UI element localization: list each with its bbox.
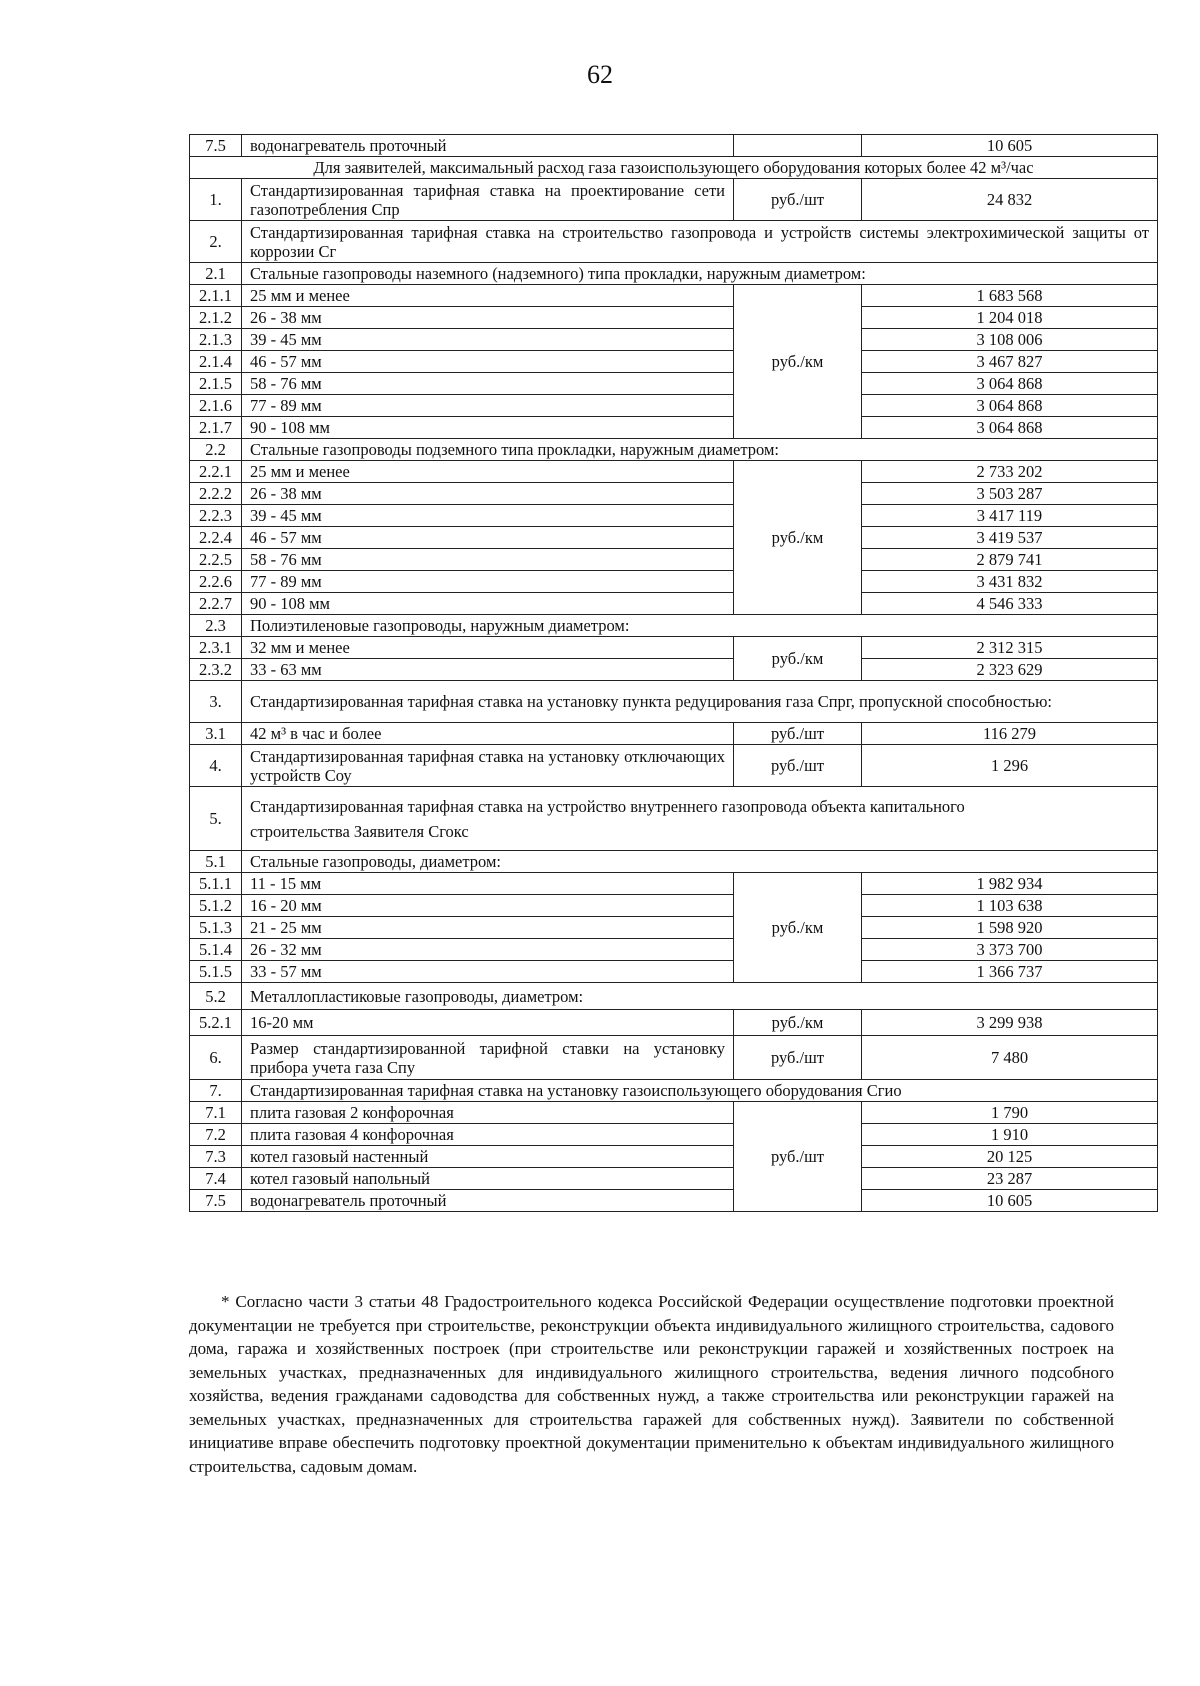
row-number: 2.2.4 bbox=[190, 527, 242, 549]
table-row bbox=[190, 939, 1158, 961]
row-description: котел газовый настенный bbox=[242, 1146, 734, 1168]
table-row bbox=[190, 1124, 1158, 1146]
row-description: 39 - 45 мм bbox=[242, 505, 734, 527]
row-description: Полиэтиленовые газопроводы, наружным диаметром: bbox=[242, 615, 1158, 637]
row-description: 77 - 89 мм bbox=[242, 571, 734, 593]
row-description: Металлопластиковые газопроводы, диаметром: bbox=[242, 983, 1158, 1010]
table-row bbox=[190, 1080, 1158, 1102]
row-description: 90 - 108 мм bbox=[242, 593, 734, 615]
table-row bbox=[190, 439, 1158, 461]
row-description: 16-20 мм bbox=[242, 1010, 734, 1036]
row-description-line: строительства Заявителя Cгокс bbox=[250, 821, 469, 841]
row-description: 39 - 45 мм bbox=[242, 329, 734, 351]
table-row bbox=[190, 1010, 1158, 1036]
table-row bbox=[190, 329, 1158, 351]
table-row bbox=[190, 851, 1158, 873]
row-unit: руб./шт bbox=[734, 745, 862, 787]
row-description: 21 - 25 мм bbox=[242, 917, 734, 939]
page-number: 62 bbox=[587, 60, 613, 89]
row-price: 3 064 868 bbox=[862, 395, 1158, 417]
row-description: Стандартизированная тарифная ставка на проектирование сети газопотребления Cпр bbox=[242, 179, 734, 221]
row-price: 1 683 568 bbox=[862, 285, 1158, 307]
row-price: 3 064 868 bbox=[862, 417, 1158, 439]
row-number: 7.5 bbox=[190, 135, 242, 157]
row-number: 5.2.1 bbox=[190, 1010, 242, 1036]
row-price: 116 279 bbox=[862, 723, 1158, 745]
row-description-line: Стандартизированная тарифная ставка на устройство внутреннего газопровода объекта капитального bbox=[250, 796, 965, 816]
table-row bbox=[190, 571, 1158, 593]
row-description: плита газовая 2 конфорочная bbox=[242, 1102, 734, 1124]
row-unit: руб./шт bbox=[734, 179, 862, 221]
row-number: 6. bbox=[190, 1036, 242, 1080]
row-number: 7. bbox=[190, 1080, 242, 1102]
row-number: 7.5 bbox=[190, 1190, 242, 1212]
row-number: 5.1.3 bbox=[190, 917, 242, 939]
row-number: 2.1.5 bbox=[190, 373, 242, 395]
row-price: 3 431 832 bbox=[862, 571, 1158, 593]
row-number: 4. bbox=[190, 745, 242, 787]
row-description: Стандартизированная тарифная ставка на установку газоиспользующего оборудования Cгио bbox=[242, 1080, 1158, 1102]
row-price: 1 598 920 bbox=[862, 917, 1158, 939]
table-row bbox=[190, 505, 1158, 527]
row-unit: руб./км bbox=[734, 637, 862, 681]
row-description: 46 - 57 мм bbox=[242, 351, 734, 373]
row-price: 4 546 333 bbox=[862, 593, 1158, 615]
table-row bbox=[190, 615, 1158, 637]
row-number: 5.1.4 bbox=[190, 939, 242, 961]
row-description: водонагреватель проточный bbox=[242, 135, 734, 157]
table-row bbox=[190, 221, 1158, 263]
row-description: 77 - 89 мм bbox=[242, 395, 734, 417]
row-number: 7.3 bbox=[190, 1146, 242, 1168]
row-description: Стандартизированная тарифная ставка на установку пункта редуцирования газа Cпрг, пропускной способностью: bbox=[242, 681, 1158, 723]
row-number: 2.2 bbox=[190, 439, 242, 461]
row-number: 2. bbox=[190, 221, 242, 263]
row-price: 3 108 006 bbox=[862, 329, 1158, 351]
table-row bbox=[190, 1036, 1158, 1080]
table-row bbox=[190, 417, 1158, 439]
row-number: 7.2 bbox=[190, 1124, 242, 1146]
row-number: 2.2.5 bbox=[190, 549, 242, 571]
table-row bbox=[190, 395, 1158, 417]
row-price: 10 605 bbox=[862, 1190, 1158, 1212]
row-number: 5.1 bbox=[190, 851, 242, 873]
row-description: 42 м³ в час и более bbox=[242, 723, 734, 745]
row-description: 58 - 76 мм bbox=[242, 549, 734, 571]
row-number: 2.1.1 bbox=[190, 285, 242, 307]
row-price: 2 733 202 bbox=[862, 461, 1158, 483]
row-number: 2.2.7 bbox=[190, 593, 242, 615]
table-row bbox=[190, 895, 1158, 917]
table-row bbox=[190, 637, 1158, 659]
row-number: 2.1.2 bbox=[190, 307, 242, 329]
row-number: 5.1.1 bbox=[190, 873, 242, 895]
row-number: 2.2.6 bbox=[190, 571, 242, 593]
table-row bbox=[190, 787, 1158, 851]
section-header-row bbox=[190, 157, 1158, 179]
row-description bbox=[242, 787, 1158, 851]
tariff-table bbox=[189, 134, 1158, 1212]
row-description: Стандартизированная тарифная ставка на строительство газопровода и устройств системы электрохимической защиты от коррозии Cг bbox=[242, 221, 1158, 263]
row-number: 2.1.4 bbox=[190, 351, 242, 373]
table-row bbox=[190, 1146, 1158, 1168]
row-price: 23 287 bbox=[862, 1168, 1158, 1190]
row-number: 7.1 bbox=[190, 1102, 242, 1124]
row-unit: руб./км bbox=[734, 1010, 862, 1036]
row-description: водонагреватель проточный bbox=[242, 1190, 734, 1212]
row-number: 2.2.1 bbox=[190, 461, 242, 483]
row-description: Стальные газопроводы подземного типа прокладки, наружным диаметром: bbox=[242, 439, 1158, 461]
table-row bbox=[190, 307, 1158, 329]
row-description: 11 - 15 мм bbox=[242, 873, 734, 895]
row-price: 1 366 737 bbox=[862, 961, 1158, 983]
row-description: 46 - 57 мм bbox=[242, 527, 734, 549]
row-price: 3 467 827 bbox=[862, 351, 1158, 373]
row-description: котел газовый напольный bbox=[242, 1168, 734, 1190]
row-unit bbox=[734, 135, 862, 157]
row-price: 1 910 bbox=[862, 1124, 1158, 1146]
table-row bbox=[190, 681, 1158, 723]
row-number: 5.1.5 bbox=[190, 961, 242, 983]
row-price: 3 299 938 bbox=[862, 1010, 1158, 1036]
table-row bbox=[190, 179, 1158, 221]
row-price: 3 417 119 bbox=[862, 505, 1158, 527]
row-number: 1. bbox=[190, 179, 242, 221]
row-unit: руб./шт bbox=[734, 1102, 862, 1212]
row-number: 2.1.6 bbox=[190, 395, 242, 417]
row-unit: руб./км bbox=[734, 461, 862, 615]
table-row bbox=[190, 873, 1158, 895]
table-row bbox=[190, 373, 1158, 395]
table-row bbox=[190, 723, 1158, 745]
row-description: 58 - 76 мм bbox=[242, 373, 734, 395]
table-row bbox=[190, 983, 1158, 1010]
table-row bbox=[190, 461, 1158, 483]
row-number: 2.2.3 bbox=[190, 505, 242, 527]
table-row bbox=[190, 351, 1158, 373]
row-description: Стальные газопроводы наземного (надземного) типа прокладки, наружным диаметром: bbox=[242, 263, 1158, 285]
table-row bbox=[190, 1190, 1158, 1212]
table-row bbox=[190, 527, 1158, 549]
row-unit: руб./км bbox=[734, 873, 862, 983]
table-row bbox=[190, 745, 1158, 787]
row-number: 2.2.2 bbox=[190, 483, 242, 505]
row-price: 3 064 868 bbox=[862, 373, 1158, 395]
row-number: 7.4 bbox=[190, 1168, 242, 1190]
section-header: Для заявителей, максимальный расход газа газоиспользующего оборудования которых более 42 м³/час bbox=[190, 157, 1158, 179]
table-row bbox=[190, 135, 1158, 157]
row-number: 5.1.2 bbox=[190, 895, 242, 917]
row-price: 1 790 bbox=[862, 1102, 1158, 1124]
row-unit: руб./шт bbox=[734, 1036, 862, 1080]
row-price: 10 605 bbox=[862, 135, 1158, 157]
row-description: 32 мм и менее bbox=[242, 637, 734, 659]
row-description: 16 - 20 мм bbox=[242, 895, 734, 917]
table-row bbox=[190, 917, 1158, 939]
row-description: Стандартизированная тарифная ставка на установку отключающих устройств Cоу bbox=[242, 745, 734, 787]
table-row bbox=[190, 961, 1158, 983]
row-price: 24 832 bbox=[862, 179, 1158, 221]
row-number: 5. bbox=[190, 787, 242, 851]
row-price: 3 419 537 bbox=[862, 527, 1158, 549]
row-price: 1 103 638 bbox=[862, 895, 1158, 917]
row-price: 3 373 700 bbox=[862, 939, 1158, 961]
row-price: 2 323 629 bbox=[862, 659, 1158, 681]
row-description: 90 - 108 мм bbox=[242, 417, 734, 439]
row-number: 2.1.3 bbox=[190, 329, 242, 351]
row-price: 1 204 018 bbox=[862, 307, 1158, 329]
row-number: 2.3.2 bbox=[190, 659, 242, 681]
row-description: 26 - 38 мм bbox=[242, 307, 734, 329]
table-row bbox=[190, 263, 1158, 285]
row-number: 2.3.1 bbox=[190, 637, 242, 659]
row-number: 3. bbox=[190, 681, 242, 723]
row-description: 25 мм и менее bbox=[242, 285, 734, 307]
row-price: 7 480 bbox=[862, 1036, 1158, 1080]
row-number: 2.3 bbox=[190, 615, 242, 637]
row-description: 26 - 38 мм bbox=[242, 483, 734, 505]
row-description: Размер стандартизированной тарифной ставки на установку прибора учета газа Cпу bbox=[242, 1036, 734, 1080]
row-description: 26 - 32 мм bbox=[242, 939, 734, 961]
row-price: 3 503 287 bbox=[862, 483, 1158, 505]
row-number: 2.1 bbox=[190, 263, 242, 285]
table-row bbox=[190, 593, 1158, 615]
row-description: плита газовая 4 конфорочная bbox=[242, 1124, 734, 1146]
row-unit: руб./км bbox=[734, 285, 862, 439]
row-price: 2 879 741 bbox=[862, 549, 1158, 571]
row-unit: руб./шт bbox=[734, 723, 862, 745]
row-description: 33 - 63 мм bbox=[242, 659, 734, 681]
table-row bbox=[190, 549, 1158, 571]
row-number: 3.1 bbox=[190, 723, 242, 745]
table-row bbox=[190, 483, 1158, 505]
footnote: * Согласно части 3 статьи 48 Градостроительного кодекса Российской Федерации осуществление подготовки проектной документации не требуется при строительстве, реконструкции объекта индивидуального жилищного строительства, садового дома, гаража и хозяйственных построек (при строительстве или реконструкции гаражей и хозяйственных построек на земельных участках, предназначенных для индивидуального жилищного строительства, ведения личного подсобного хозяйства, ведения гражданами садоводства для собственных нужд, а также строительства или реконструкции гаражей на земельных участках, предназначенных для строительства гаражей для собственных нужд). Заявители по собственной инициативе вправе обеспечить подготовку проектной документации применительно к объектам индивидуального жилищного строительства, садовым домам. bbox=[189, 1292, 1114, 1476]
row-price: 1 982 934 bbox=[862, 873, 1158, 895]
row-description: 25 мм и менее bbox=[242, 461, 734, 483]
table-row bbox=[190, 659, 1158, 681]
row-description: 33 - 57 мм bbox=[242, 961, 734, 983]
row-price: 20 125 bbox=[862, 1146, 1158, 1168]
row-number: 5.2 bbox=[190, 983, 242, 1010]
table-row bbox=[190, 285, 1158, 307]
row-price: 1 296 bbox=[862, 745, 1158, 787]
row-number: 2.1.7 bbox=[190, 417, 242, 439]
table-row bbox=[190, 1102, 1158, 1124]
row-description: Стальные газопроводы, диаметром: bbox=[242, 851, 1158, 873]
table-row bbox=[190, 1168, 1158, 1190]
row-price: 2 312 315 bbox=[862, 637, 1158, 659]
